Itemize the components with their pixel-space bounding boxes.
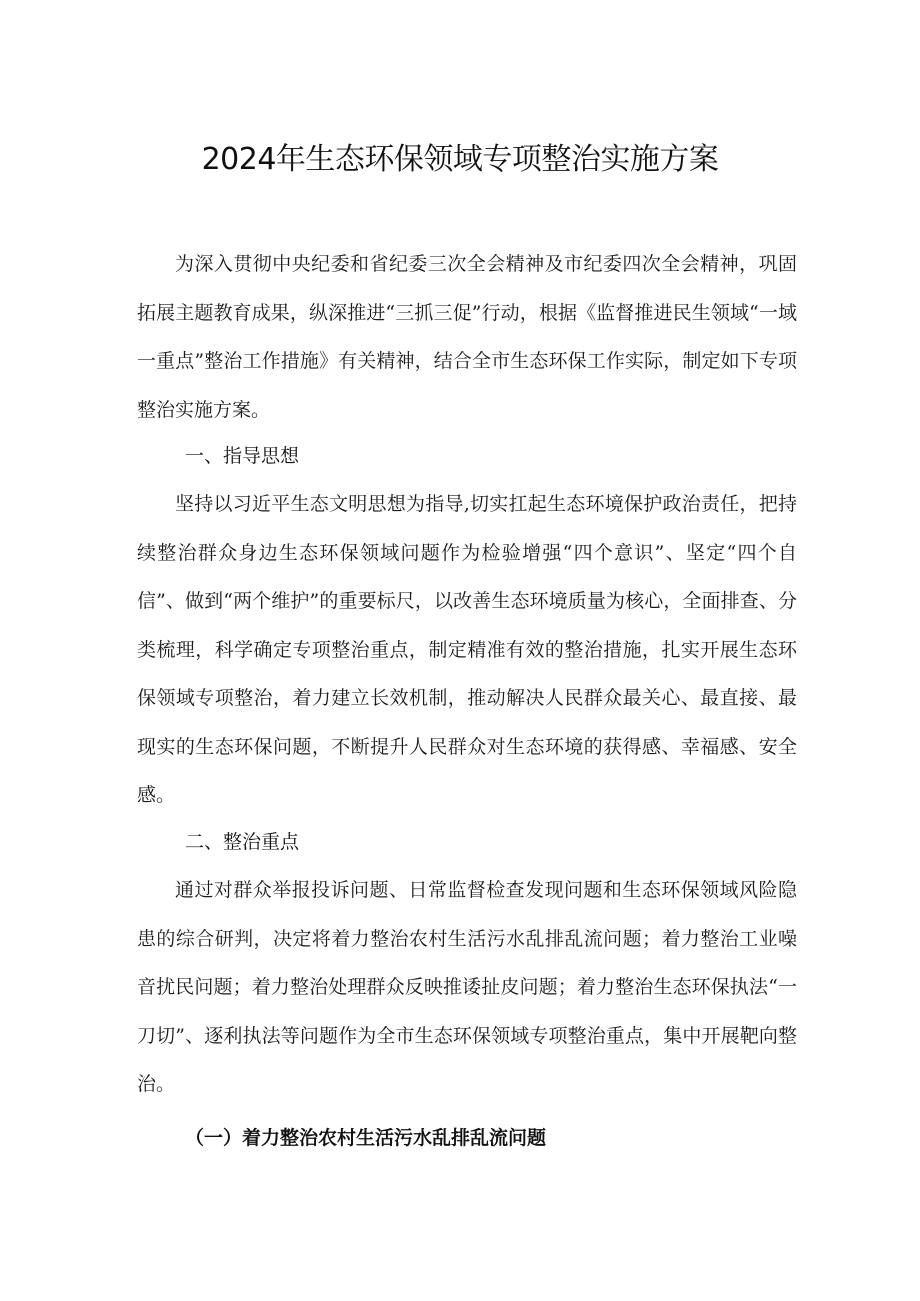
subsection-heading-rural-sewage: （一）着力整治农村生活污水乱排乱流问题 <box>185 1127 547 1149</box>
section-heading-key-rectification: 二、整治重点 <box>185 831 300 853</box>
intro-paragraph: 为深入贯彻中央纪委和省纪委三次全会精神及市纪委四次全会精神，巩固拓展主题教育成果，纵深推进“三抓三促”行动，根据《监督推进民生领域“一域一重点”整治工作措施》有关精神，结合全市生态环保工作实际，制定如下专项整治实施方案。 <box>137 253 797 421</box>
section-body-key-rectification: 通过对群众举报投诉问题、日常监督检查发现问题和生态环保领域风险隐患的综合研判，决定将着力整治农村生活污水乱排乱流问题；着力整治工业噪音扰民问题；着力整治处理群众反映推诿扯皮问题；着力整治生态环保执法“一刀切”、逐利执法等问题作为全市生态环保领域专项整治重点，集中开展靶向整治。 <box>137 879 797 1095</box>
document-title: 2024年生态环保领域专项整治实施方案 <box>201 142 719 177</box>
section-body-guiding-ideology: 坚持以习近平生态文明思想为指导,切实扛起生态环境保护政治责任，把持续整治群众身边生态环保领域问题作为检验增强“四个意识”、坚定“四个自信”、做到“两个维护”的重要标尺，以改善生态环境质量为核心，全面排查、分类梳理，科学确定专项整治重点，制定精准有效的整治措施，扎实开展生态环保领域专项整治，着力建立长效机制，推动解决人民群众最关心、最直接、最现实的生态环保问题，不断提升人民群众对生态环境的获得感、幸福感、安全感。 <box>137 493 797 806</box>
section-heading-guiding-ideology: 一、指导思想 <box>185 445 300 467</box>
